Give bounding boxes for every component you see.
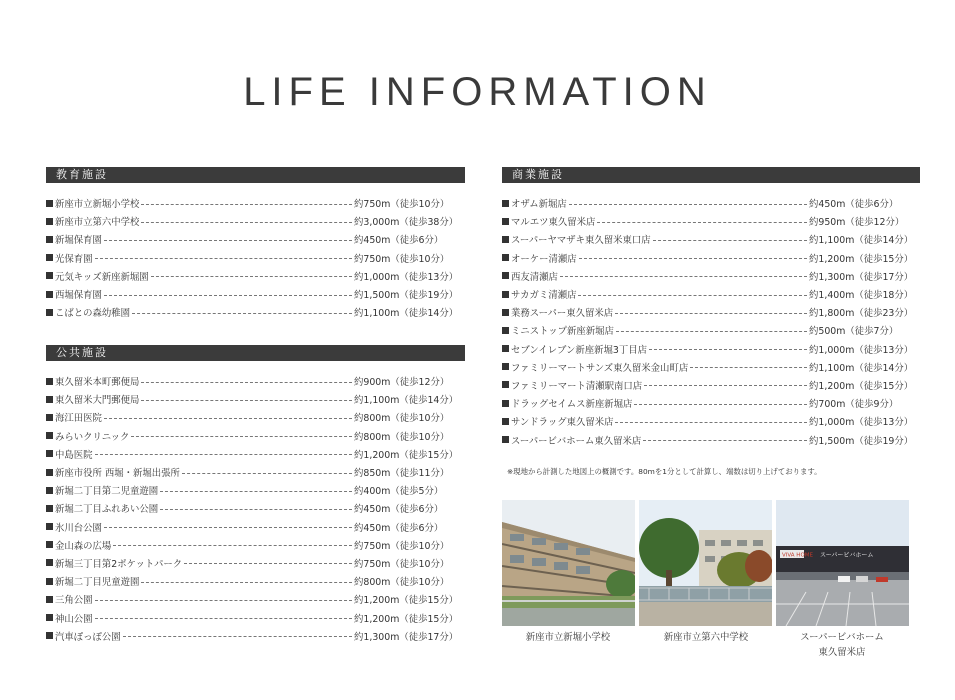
facility-name: 三角公園 <box>55 595 93 607</box>
facility-name: 海江田医院 <box>55 413 102 425</box>
facility-distance: 約450m（徒歩6分） <box>354 522 444 534</box>
leader-dots <box>141 382 352 383</box>
bullet-square-icon <box>46 469 53 476</box>
facility-distance: 約1,400m（徒歩18分） <box>809 290 914 302</box>
facility-name: 中島医院 <box>55 449 93 461</box>
facility-distance: 約700m（徒歩9分） <box>809 399 899 411</box>
leader-dots <box>131 436 352 437</box>
bullet-square-icon <box>46 291 53 298</box>
leader-dots <box>141 582 352 583</box>
commercial-heading: 商業施設 <box>502 167 920 183</box>
leader-dots <box>151 276 352 277</box>
facility-row <box>46 499 465 517</box>
facility-row <box>502 194 920 212</box>
facility-distance: 約750m（徒歩10分） <box>354 253 450 265</box>
distance-note: ※現地から計測した地図上の概測です。80mを1分として計算し、端数は切り上げております。 <box>507 467 822 476</box>
facility-row <box>46 285 465 303</box>
facility-name: オーケー清瀬店 <box>511 253 577 265</box>
bullet-square-icon <box>502 418 509 425</box>
facility-name: 氷川台公園 <box>55 522 102 534</box>
facility-row <box>502 303 920 321</box>
facility-row <box>46 554 465 572</box>
commercial-section <box>502 167 920 449</box>
facility-row <box>502 376 920 394</box>
facility-row <box>46 427 465 445</box>
facility-name: 光保育園 <box>55 253 93 265</box>
bullet-square-icon <box>46 559 53 566</box>
facility-distance: 約950m（徒歩12分） <box>809 217 905 229</box>
supermarket-photo <box>776 500 909 626</box>
facility-row <box>46 627 465 645</box>
bullet-square-icon <box>502 309 509 316</box>
facility-name: 神山公園 <box>55 613 93 625</box>
facility-name: サカガミ清瀬店 <box>511 290 577 302</box>
bullet-square-icon <box>46 632 53 639</box>
leader-dots <box>643 440 807 441</box>
facility-row <box>46 408 465 426</box>
bullet-square-icon <box>46 596 53 603</box>
leader-dots <box>104 527 352 528</box>
elementary-school-caption: 新座市立新堀小学校 <box>525 632 611 643</box>
facility-distance: 約1,100m（徒歩14分） <box>809 235 914 247</box>
leader-dots <box>184 563 352 564</box>
facility-name: 東久留米大門郵便局 <box>55 395 140 407</box>
facility-name: 業務スーパー東久留米店 <box>511 308 614 320</box>
facility-row <box>502 430 920 448</box>
facility-row <box>46 572 465 590</box>
bullet-square-icon <box>502 200 509 207</box>
facility-distance: 約750m（徒歩10分） <box>354 558 450 570</box>
facility-row <box>46 608 465 626</box>
public-heading: 公共施設 <box>46 345 465 361</box>
facility-name: 元気キッズ新座新堀園 <box>55 271 149 283</box>
leader-dots <box>578 295 807 296</box>
leader-dots <box>579 258 807 259</box>
facility-row <box>46 212 465 230</box>
bullet-square-icon <box>502 327 509 334</box>
facility-distance: 約800m（徒歩10分） <box>354 577 450 589</box>
facility-name: 新堀三丁目第2ポケットパーク <box>55 558 183 570</box>
facility-name: 新堀二丁目第二児童遊園 <box>55 486 159 498</box>
bullet-square-icon <box>46 272 53 279</box>
facility-row <box>502 249 920 267</box>
facility-distance: 約1,300m（徒歩17分） <box>809 271 914 283</box>
leader-dots <box>649 349 807 350</box>
facility-row <box>46 372 465 390</box>
bullet-square-icon <box>46 432 53 439</box>
facility-row <box>46 390 465 408</box>
facility-distance: 約800m（徒歩10分） <box>354 413 450 425</box>
leader-dots <box>160 509 352 510</box>
leader-dots <box>132 313 352 314</box>
facility-name: ドラッグセイムス新座新堀店 <box>511 399 633 411</box>
leader-dots <box>95 258 352 259</box>
bullet-square-icon <box>502 400 509 407</box>
facility-name: 新座市立第六中学校 <box>55 217 140 229</box>
facility-distance: 約450m（徒歩6分） <box>354 235 444 247</box>
elementary-school-photo <box>502 500 635 626</box>
bullet-square-icon <box>46 523 53 530</box>
facility-row <box>46 463 465 481</box>
leader-dots <box>653 240 807 241</box>
bullet-square-icon <box>502 272 509 279</box>
public-list <box>46 372 465 645</box>
facility-row <box>502 230 920 248</box>
bullet-square-icon <box>46 396 53 403</box>
leader-dots <box>615 313 807 314</box>
facility-row <box>46 481 465 499</box>
bullet-square-icon <box>46 378 53 385</box>
leader-dots <box>95 618 352 619</box>
bullet-square-icon <box>502 254 509 261</box>
facility-name: 汽車ぽっぽ公園 <box>55 631 121 643</box>
facility-distance: 約800m（徒歩10分） <box>354 431 450 443</box>
facility-row <box>46 536 465 554</box>
facility-name: 新座市役所 西堀・新堀出張所 <box>55 468 180 480</box>
store-sign-brand: VIVA HOME <box>782 552 813 559</box>
facility-distance: 約1,200m（徒歩15分） <box>809 253 914 265</box>
leader-dots <box>182 473 352 474</box>
leader-dots <box>141 222 352 223</box>
facility-row <box>46 445 465 463</box>
facility-name: ファミリーマートサンズ東久留米金山町店 <box>511 362 689 374</box>
facility-name: ファミリーマート清瀬駅南口店 <box>511 380 643 392</box>
facility-name: 西友清瀬店 <box>511 271 558 283</box>
education-heading: 教育施設 <box>46 167 465 183</box>
facility-distance: 約1,100m（徒歩14分） <box>809 362 914 374</box>
leader-dots <box>113 545 352 546</box>
leader-dots <box>560 276 807 277</box>
facility-row <box>46 230 465 248</box>
leader-dots <box>95 600 352 601</box>
bullet-square-icon <box>46 414 53 421</box>
facility-distance: 約1,100m（徒歩14分） <box>354 395 459 407</box>
facility-distance: 約1,000m（徒歩13分） <box>809 417 914 429</box>
facility-row <box>502 340 920 358</box>
leader-dots <box>104 418 352 419</box>
bullet-square-icon <box>46 614 53 621</box>
junior-high-school-photo <box>639 500 772 626</box>
facility-distance: 約1,100m（徒歩14分） <box>354 308 459 320</box>
facility-row <box>502 321 920 339</box>
facility-name: 新座市立新堀小学校 <box>55 199 140 211</box>
bullet-square-icon <box>46 254 53 261</box>
leader-dots <box>597 222 807 223</box>
facility-distance: 約850m（徒歩11分） <box>354 468 450 480</box>
leader-dots <box>616 331 807 332</box>
facility-row <box>46 518 465 536</box>
education-section <box>46 167 465 321</box>
facility-row <box>46 249 465 267</box>
facility-name: 新堀保育園 <box>55 235 102 247</box>
bullet-square-icon <box>46 505 53 512</box>
junior-high-school-caption: 新座市立第六中学校 <box>663 632 749 643</box>
facility-name: 新堀二丁目ふれあい公園 <box>55 504 159 516</box>
facility-distance: 約400m（徒歩5分） <box>354 486 444 498</box>
leader-dots <box>104 295 352 296</box>
leader-dots <box>615 422 807 423</box>
facility-name: サンドラッグ東久留米店 <box>511 417 614 429</box>
facility-distance: 約1,300m（徒歩17分） <box>354 631 459 643</box>
bullet-square-icon <box>502 345 509 352</box>
bullet-square-icon <box>502 236 509 243</box>
facility-row <box>46 267 465 285</box>
bullet-square-icon <box>502 363 509 370</box>
facility-distance: 約750m（徒歩10分） <box>354 199 450 211</box>
leader-dots <box>160 491 352 492</box>
facility-row <box>46 303 465 321</box>
leader-dots <box>95 454 352 455</box>
facility-row <box>502 212 920 230</box>
bullet-square-icon <box>502 291 509 298</box>
supermarket-caption-line1: スーパービバホーム <box>800 632 884 643</box>
facility-row <box>502 358 920 376</box>
page-title: LIFE INFORMATION <box>243 70 712 114</box>
facility-name: マルエツ東久留米店 <box>511 217 596 229</box>
facility-name: ミニストップ新座新堀店 <box>511 326 614 338</box>
leader-dots <box>690 367 807 368</box>
facility-distance: 約450m（徒歩6分） <box>809 199 899 211</box>
facility-distance: 約1,000m（徒歩13分） <box>354 271 459 283</box>
bullet-square-icon <box>46 541 53 548</box>
facility-distance: 約900m（徒歩12分） <box>354 377 450 389</box>
facility-name: 金山森の広場 <box>55 540 112 552</box>
facility-row <box>46 194 465 212</box>
facility-distance: 約1,200m（徒歩15分） <box>809 380 914 392</box>
bullet-square-icon <box>46 218 53 225</box>
facility-row <box>502 267 920 285</box>
facility-distance: 約1,000m（徒歩13分） <box>809 344 914 356</box>
leader-dots <box>141 400 352 401</box>
facility-row <box>502 285 920 303</box>
facility-name: 西堀保育園 <box>55 290 102 302</box>
leader-dots <box>123 636 352 637</box>
facility-name: スーパービバホーム東久留米店 <box>511 435 642 447</box>
supermarket-caption-line2: 東久留米店 <box>818 647 866 658</box>
facility-row <box>502 412 920 430</box>
facility-row <box>502 394 920 412</box>
facility-name: オザム新堀店 <box>511 199 567 211</box>
bullet-square-icon <box>502 381 509 388</box>
commercial-list <box>502 194 920 449</box>
leader-dots <box>644 385 807 386</box>
facility-name: みらいクリニック <box>55 431 130 443</box>
facility-distance: 約500m（徒歩7分） <box>809 326 899 338</box>
facility-name: 新堀二丁目児童遊園 <box>55 577 140 589</box>
facility-row <box>46 590 465 608</box>
facility-distance: 約450m（徒歩6分） <box>354 504 444 516</box>
facility-distance: 約1,200m（徒歩15分） <box>354 613 459 625</box>
bullet-square-icon <box>46 200 53 207</box>
bullet-square-icon <box>502 218 509 225</box>
supermarket-caption <box>762 630 922 660</box>
facility-distance: 約1,200m（徒歩15分） <box>354 449 459 461</box>
bullet-square-icon <box>46 450 53 457</box>
leader-dots <box>104 240 352 241</box>
facility-distance: 約1,500m（徒歩19分） <box>354 290 459 302</box>
bullet-square-icon <box>46 236 53 243</box>
facility-name: 東久留米本町郵便局 <box>55 377 140 389</box>
facility-distance: 約1,200m（徒歩15分） <box>354 595 459 607</box>
leader-dots <box>634 404 807 405</box>
bullet-square-icon <box>46 309 53 316</box>
facility-distance: 約3,000m（徒歩38分） <box>354 217 459 229</box>
facility-name: セブンイレブン新座新堀3丁目店 <box>511 344 647 356</box>
facility-name: こばとの森幼稚園 <box>55 308 131 320</box>
education-list <box>46 194 465 321</box>
store-sign-text: スーパービバホーム <box>820 552 874 559</box>
facility-distance: 約750m（徒歩10分） <box>354 540 450 552</box>
facility-distance: 約1,800m（徒歩23分） <box>809 308 914 320</box>
public-section <box>46 345 465 645</box>
leader-dots <box>569 204 807 205</box>
bullet-square-icon <box>502 436 509 443</box>
leader-dots <box>141 204 352 205</box>
bullet-square-icon <box>46 487 53 494</box>
facility-name: スーパーヤマザキ東久留米東口店 <box>511 235 651 247</box>
facility-distance: 約1,500m（徒歩19分） <box>809 435 914 447</box>
bullet-square-icon <box>46 578 53 585</box>
